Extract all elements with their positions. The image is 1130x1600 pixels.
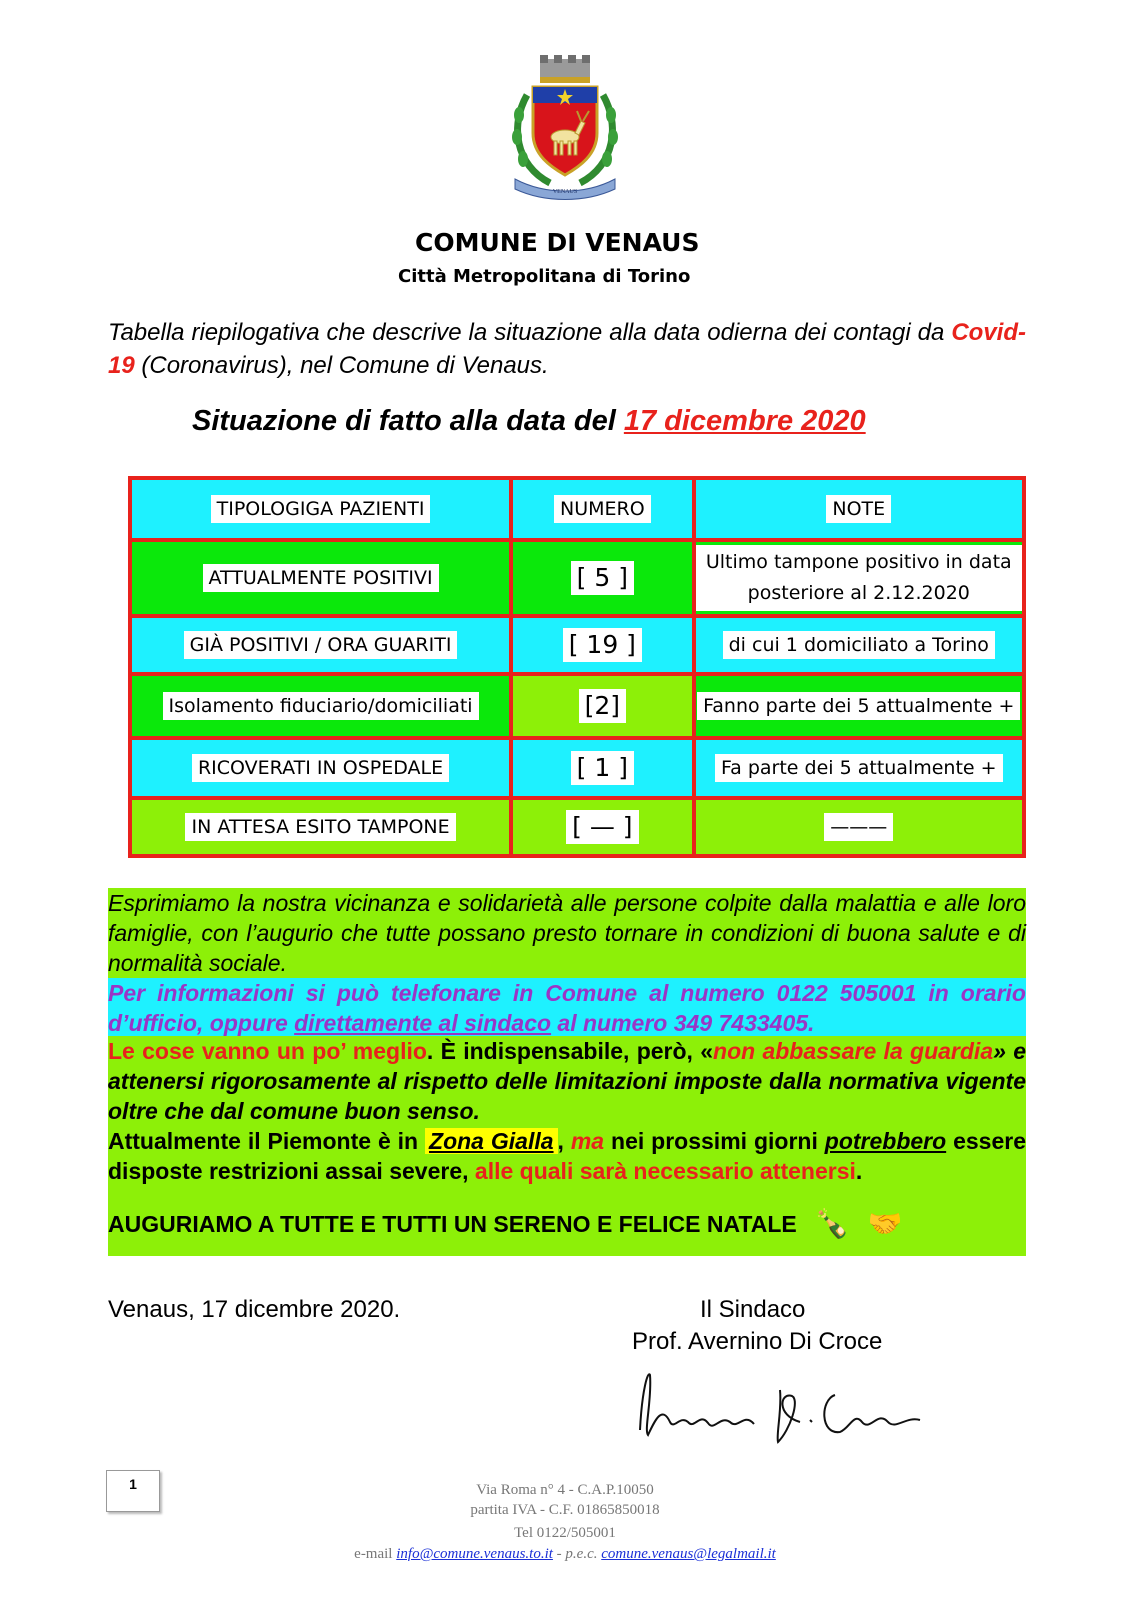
page-title: COMUNE DI VENAUS — [415, 228, 700, 257]
signature-icon — [630, 1360, 930, 1455]
table-row — [130, 798, 1024, 856]
page-subtitle: Città Metropolitana di Torino — [398, 266, 691, 287]
date-heading-prefix: Situazione di fatto alla data del — [192, 405, 624, 437]
zone-badge: Zona Gialla — [425, 1128, 558, 1154]
champagne-icon: 🍾 — [814, 1208, 850, 1239]
footer-address: Via Roma n° 4 - C.A.P.10050 — [476, 1482, 654, 1498]
intro-text-end: (Coronavirus), nel Comune di Venaus. — [134, 352, 549, 379]
mayor-title: Il Sindaco — [700, 1296, 806, 1323]
type-cell: Isolamento fiduciario/domiciliati — [130, 674, 511, 738]
note-cell: Fa parte dei 5 attualmente + — [694, 738, 1024, 798]
type-cell: RICOVERATI IN OSPEDALE — [130, 738, 511, 798]
type-cell: GIÀ POSITIVI / ORA GUARITI — [130, 616, 511, 674]
email-link[interactable]: info@comune.venaus.to.it — [396, 1546, 553, 1562]
notice-paragraph: Le cose vanno un po’ meglio. È indispensabile, però, «non abbassare la guardia» e attenersi rigorosamente al rispetto delle limitazioni imposte dalla normativa vigente oltre che dal comune buon senso. — [108, 1038, 1026, 1124]
type-cell: IN ATTESA ESITO TAMPONE — [130, 798, 511, 856]
footer-phone: Tel 0122/505001 — [514, 1525, 616, 1541]
mayor-contact-link[interactable]: direttamente al sindaco — [294, 1010, 552, 1036]
coat-of-arms-icon — [505, 55, 625, 200]
note-cell: di cui 1 domiciliato a Torino — [694, 616, 1024, 674]
note-cell: Fanno parte dei 5 attualmente + — [694, 674, 1024, 738]
notice-zone-paragraph: Attualmente il Piemonte è in Zona Gialla , ma nei prossimi giorni potrebbero essere disposte restrizioni assai severe, alle quali sarà necessario attenersi. — [108, 1128, 1026, 1184]
place-date: Venaus, 17 dicembre 2020. — [108, 1296, 401, 1323]
number-cell: [ — ] — [511, 798, 693, 856]
page-number: 1 — [106, 1470, 160, 1512]
table-row — [130, 674, 1024, 738]
handshake-icon: 🤝 — [867, 1208, 903, 1239]
header-cell: TIPOLOGIGA PAZIENTI — [130, 478, 511, 540]
table-row — [130, 738, 1024, 798]
report-date: 17 dicembre 2020 — [623, 405, 866, 437]
covid-label: Covid-19 — [108, 319, 1026, 379]
number-cell: [2] — [511, 674, 693, 738]
table-header-row — [130, 478, 1024, 540]
table-row — [130, 540, 1024, 616]
type-cell: ATTUALMENTE POSITIVI — [130, 540, 511, 616]
mayor-name: Prof. Avernino Di Croce — [632, 1328, 883, 1355]
note-cell: ——— — [694, 798, 1024, 856]
crest-label: VENAUS — [552, 189, 578, 195]
info-text: Per informazioni si può telefonare in Comune al numero 0122 505001 in orario d’ufficio, oppure direttamente al sindaco al numero 349 7433405. — [108, 980, 1026, 1036]
pec-link[interactable]: comune.venaus@legalmail.it — [601, 1546, 776, 1562]
notice-block — [108, 1036, 1026, 1256]
note-cell: Ultimo tampone positivo in data posteriore al 2.12.2020 — [694, 540, 1024, 616]
covid-table — [128, 476, 1026, 858]
solidarity-text: Esprimiamo la nostra vicinanza e solidarietà alle persone colpite dalla malattia e alle loro famiglie, con l’augurio che tutte possano presto tornare in condizioni di buona salute e di normalità sociale. — [108, 890, 1026, 976]
number-cell: [ 19 ] — [511, 616, 693, 674]
intro-paragraph — [108, 316, 1026, 382]
header-cell: NUMERO — [511, 478, 693, 540]
solidarity-block — [108, 888, 1026, 1038]
intro-text: Tabella riepilogativa che descrive la situazione alla data odierna dei contagi da — [108, 319, 952, 346]
footer-contacts: e-mail info@comune.venaus.to.it - p.e.c. comune.venaus@legalmail.it — [354, 1546, 776, 1562]
table-row — [130, 616, 1024, 674]
date-heading — [192, 405, 866, 438]
header-cell: NOTE — [694, 478, 1024, 540]
christmas-greeting: AUGURIAMO A TUTTE E TUTTI UN SERENO E FELICE NATALE 🍾 🤝 — [108, 1208, 903, 1239]
number-cell: [ 5 ] — [511, 540, 693, 616]
number-cell: [ 1 ] — [511, 738, 693, 798]
footer-vat: partita IVA - C.F. 01865850018 — [470, 1502, 660, 1518]
